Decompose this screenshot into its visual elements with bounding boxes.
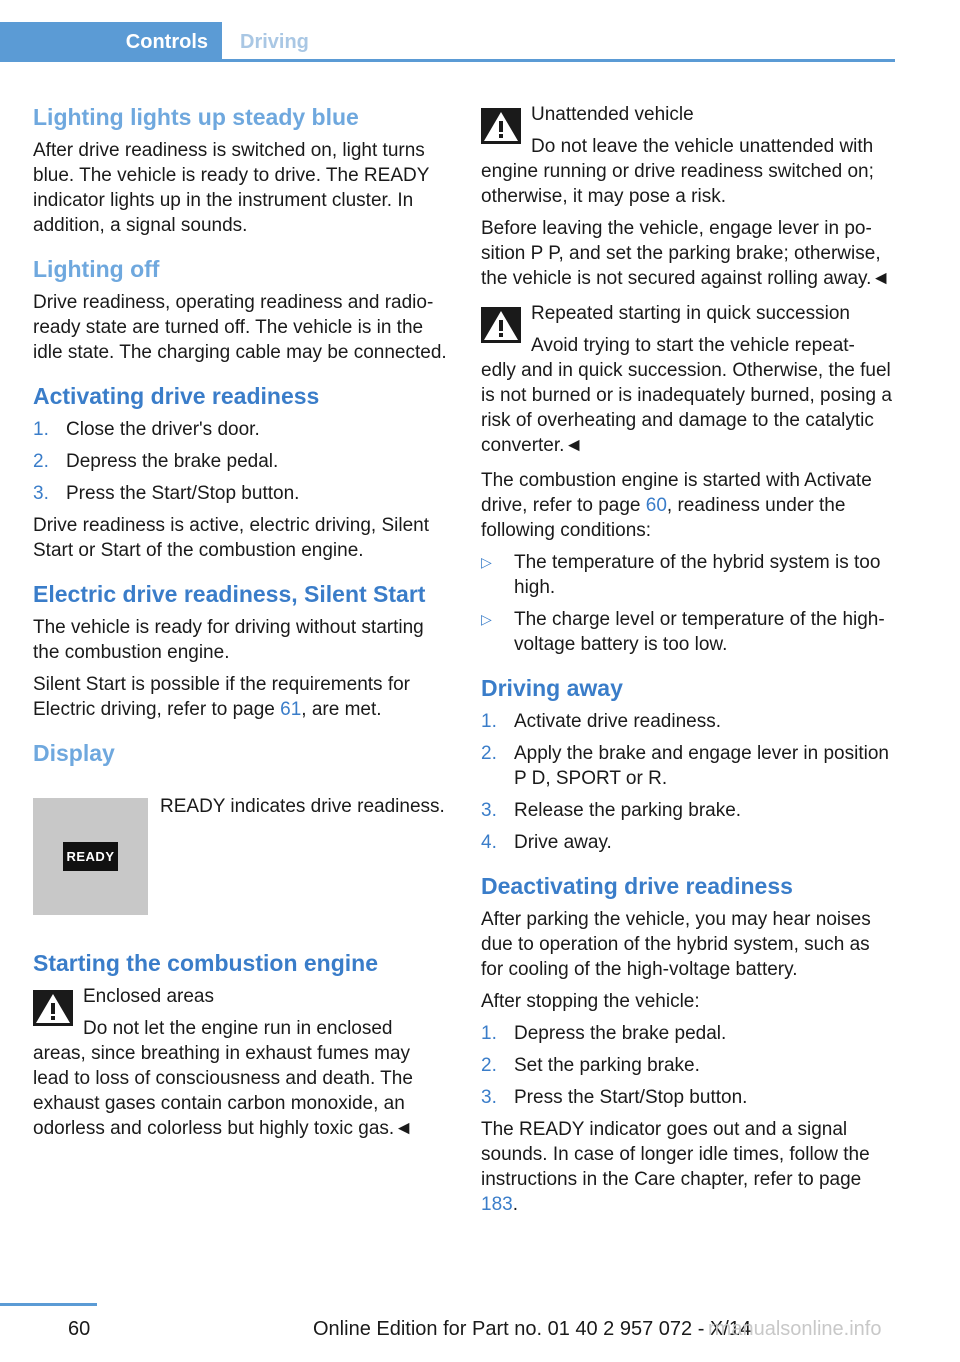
list-item [481, 1053, 895, 1078]
paragraph-silent-start-1: The vehicle is ready for driving without starting the combustion engine. [33, 617, 424, 663]
list-item [481, 798, 895, 823]
heading-silent-start: Electric drive readiness, Silent Start [33, 581, 426, 607]
page-link-183[interactable]: 183 [481, 1194, 513, 1215]
left-column [33, 102, 448, 1151]
list-item [481, 709, 895, 734]
heading-lighting-off: Lighting off [33, 256, 160, 282]
warning-text: engine running or drive readiness switched on; otherwise, it may pose a risk. [481, 161, 874, 207]
page-link-60[interactable]: 60 [645, 495, 667, 516]
list-item [481, 741, 895, 791]
list-item [481, 550, 895, 600]
heading-display: Display [33, 740, 115, 766]
ready-indicator-image [33, 798, 148, 915]
list-item [481, 1021, 895, 1046]
step-number: 1. [33, 419, 49, 440]
deactivate-steps-list [481, 1021, 895, 1110]
heading-lighting-blue: Lighting lights up steady blue [33, 104, 359, 130]
step-text: Depress the brake pedal. [66, 451, 279, 472]
warning-triangle-icon [33, 990, 73, 1026]
warning-text-2: Before leaving the vehicle, engage lever in position P P, and set the parking brake; otherwise, the vehicle is not secured against rolling away.◄ [481, 218, 891, 289]
step-text: Drive away. [514, 832, 612, 853]
step-text: Apply the brake and engage lever in position P D, SPORT or R. [514, 743, 889, 789]
text: The combustion engine is started with Activate drive, refer to page [481, 470, 872, 516]
warning-text-first-line: Do not leave the vehicle unattended with [531, 136, 874, 157]
warning-text: edly and in quick succession. Otherwise, the fuel is not burned or is inadequately burned, posing a risk of overheating and damage to the catalytic converter.◄ [481, 360, 892, 456]
step-text: Set the parking brake. [514, 1055, 700, 1076]
step-text: Release the parking brake. [514, 800, 742, 821]
warning-title: Repeated starting in quick succession [531, 303, 850, 324]
right-column [481, 102, 895, 1224]
step-text: Press the Start/Stop button. [66, 483, 300, 504]
driving-away-steps-list [481, 709, 895, 855]
heading-starting-combustion-engine: Starting the combustion engine [33, 950, 379, 976]
warning-text-first-line: Do not let the engine run in enclosed [83, 1018, 393, 1039]
warning-title: Enclosed areas [83, 986, 214, 1007]
warning-repeated-starting [481, 301, 895, 458]
activate-steps-list [33, 417, 448, 506]
list-item [481, 830, 895, 855]
page-link-61[interactable]: 61 [280, 699, 302, 720]
chapter-tab-bar [0, 22, 895, 62]
display-description: READY indicates drive readiness. [160, 796, 445, 817]
warning-text: areas, since breathing in exhaust fumes may lead to loss of consciousness and death. The exhaust gases contain carbon monoxide, an odorless and colorless but highly toxic gas.◄ [33, 1043, 413, 1139]
paragraph-after-stopping: After stopping the vehicle: [481, 991, 700, 1012]
warning-triangle-icon [481, 307, 521, 343]
step-text: Close the driver's door. [66, 419, 260, 440]
bullet-triangle-icon: ▷ [481, 554, 492, 570]
text: . [512, 1194, 518, 1215]
step-text: Depress the brake pedal. [514, 1023, 727, 1044]
text: Silent Start is possible if the requirements for Electric driving, refer to page [33, 674, 411, 720]
step-number: 4. [481, 832, 497, 853]
step-number: 1. [481, 1023, 497, 1044]
step-number: 3. [481, 800, 497, 821]
heading-activating-drive-readiness: Activating drive readiness [33, 383, 320, 409]
warning-triangle-icon [481, 108, 521, 144]
step-number: 3. [481, 1087, 497, 1108]
condition-text: The temperature of the hybrid system is too high. [514, 552, 881, 598]
step-number: 1. [481, 711, 497, 732]
step-number: 3. [33, 483, 49, 504]
warning-enclosed-areas [33, 984, 448, 1141]
page-number: 60 [68, 1318, 91, 1340]
step-text: Activate drive readiness. [514, 711, 721, 732]
list-item [33, 449, 448, 474]
paragraph-drive-readiness-active: Drive readiness is active, electric driving, Silent Start or Start of the combustion engine. [33, 515, 429, 561]
paragraph-silent-start-2 [33, 672, 448, 722]
heading-driving-away: Driving away [481, 675, 623, 701]
step-number: 2. [33, 451, 49, 472]
conditions-list [481, 550, 895, 657]
condition-text: The charge level or temperature of the high-voltage battery is too low. [514, 609, 885, 655]
list-item [33, 481, 448, 506]
paragraph-deactivating: After parking the vehicle, you may hear noises due to operation of the hybrid system, such as for cooling of the high-voltage battery. [481, 909, 871, 980]
heading-deactivating-drive-readiness: Deactivating drive readiness [481, 873, 793, 899]
text: , are met. [301, 699, 382, 720]
text: The READY indicator goes out and a signal sounds. In case of longer idle times, follow the instructions in the Care chapter, refer to page [481, 1119, 870, 1190]
display-figure [33, 772, 448, 922]
step-number: 2. [481, 1055, 497, 1076]
edition-note: Online Edition for Part no. 01 40 2 957 072 - X/14 [313, 1318, 752, 1340]
bullet-triangle-icon: ▷ [481, 611, 492, 627]
footer-divider [0, 1303, 97, 1306]
tab-driving[interactable]: Driving [240, 31, 309, 53]
text: , readiness under the following conditions: [481, 495, 846, 541]
paragraph-lighting-off: Drive readiness, operating readiness and radio-ready state are turned off. The vehicle is in the idle state. The charging cable may be connected. [33, 292, 447, 363]
warning-unattended-vehicle [481, 102, 895, 291]
warning-text-first-line: Avoid trying to start the vehicle repeat- [531, 335, 855, 356]
paragraph-combustion-engine-started [481, 468, 895, 543]
step-number: 2. [481, 743, 497, 764]
paragraph-lighting-blue: After drive readiness is switched on, light turns blue. The vehicle is ready to drive. The READY indicator lights up in the instrument cluster. In addition, a signal sounds. [33, 140, 430, 236]
warning-title: Unattended vehicle [531, 104, 694, 125]
tab-controls[interactable]: Controls [0, 22, 222, 62]
step-text: Press the Start/Stop button. [514, 1087, 748, 1108]
ready-badge: READY [63, 842, 117, 871]
list-item [481, 1085, 895, 1110]
paragraph-ready-indicator-out [481, 1117, 895, 1217]
list-item [33, 417, 448, 442]
watermark: rmanualsonline.info [708, 1318, 882, 1340]
list-item [481, 607, 895, 657]
